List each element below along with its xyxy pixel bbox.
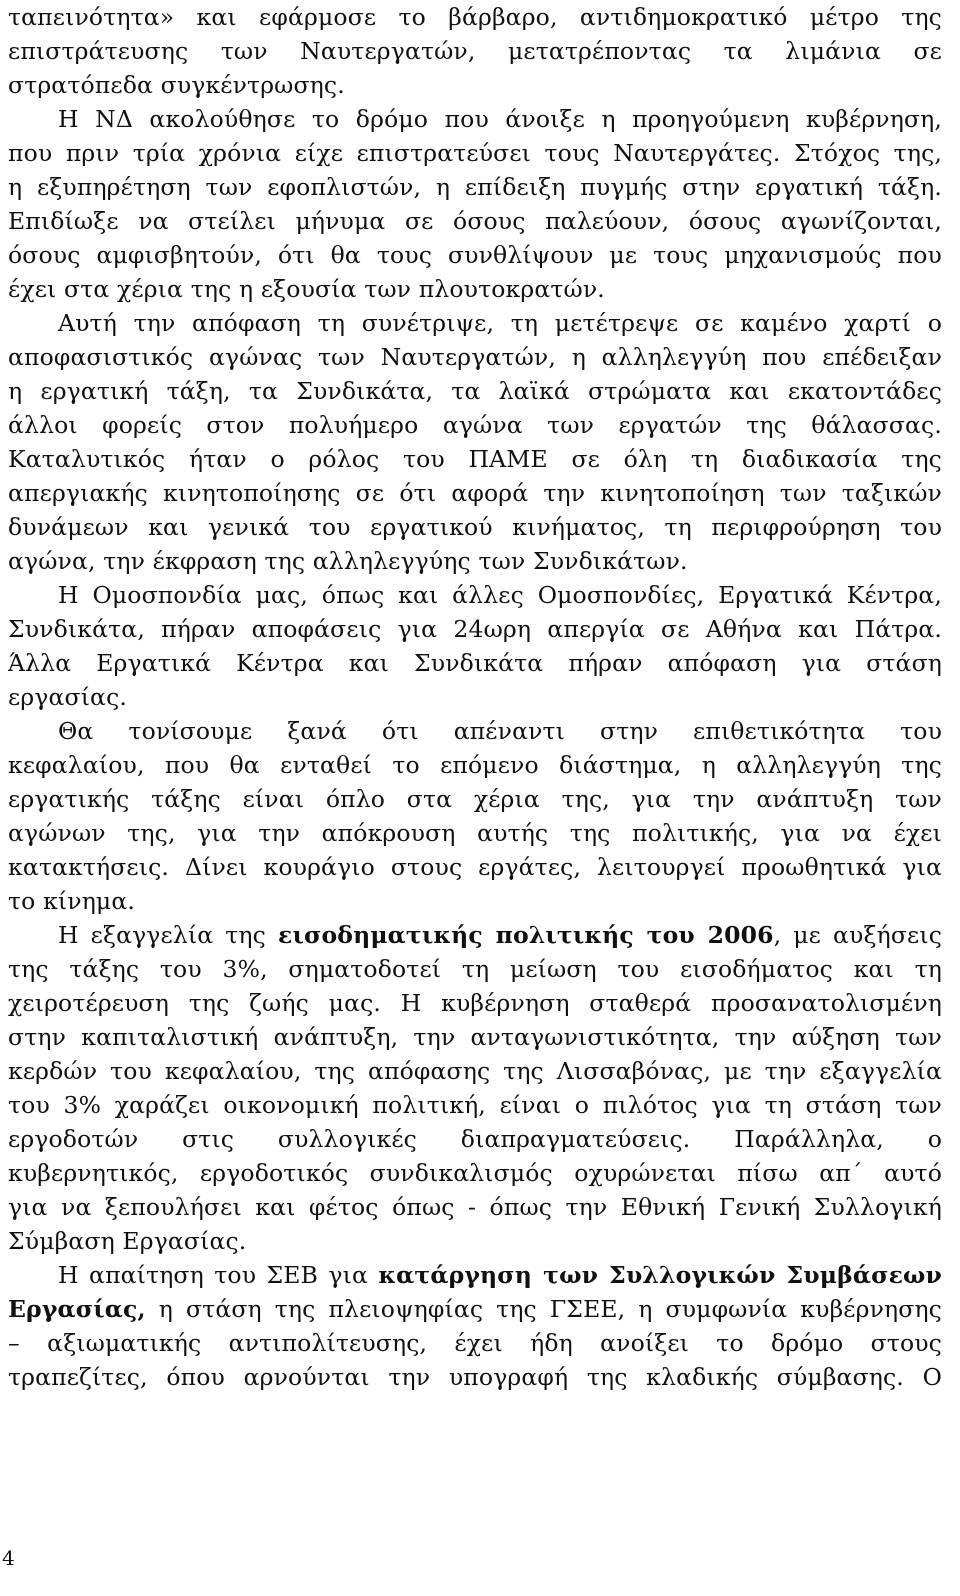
text-line: όσους αμφισβητούν, ότι θα τους συνθλίψουν με τους μηχανισμούς που [8,241,942,269]
text-line: Συνδικάτα, πήραν αποφάσεις για 24ωρη απεργία σε Αθήνα και Πάτρα. [8,615,942,643]
text-line: κεφαλαίου, που θα ενταθεί το επόμενο διάστημα, η αλληλεγγύη της [8,751,942,779]
text-line: στην καπιταλιστική ανάπτυξη, την ανταγωνιστικότητα, την αύξηση των [8,1023,942,1051]
text-line: κερδών του κεφαλαίου, της απόφασης της Λισσαβόνας, με την εξαγγελία [8,1057,942,1085]
bold-phrase: Εργασίας, [8,1295,146,1323]
text-line: για να ξεπουλήσει και φέτος όπως - όπως την Εθνική Γενική Συλλογική [8,1193,942,1221]
text-line [8,1292,942,1326]
text-line: κυβερνητικός, εργοδοτικός συνδικαλισμός οχυρώνεται πίσω απ΄ αυτό [8,1159,942,1187]
text-line: της τάξης του 3%, σηματοδοτεί τη μείωση του εισοδήματος και τη [8,955,942,983]
paragraph-5 [8,714,942,918]
text-line: εργοδοτών στις συλλογικές διαπραγματεύσεις. Παράλληλα, ο [8,1125,942,1153]
text-line: ταπεινότητα» και εφάρμοσε το βάρβαρο, αντιδημοκρατικό μέτρο της [8,3,942,31]
text-line: – αξιωματικής αντιπολίτευσης, έχει ήδη ανοίξει το δρόμο στους [8,1329,942,1357]
text-line [8,1258,942,1292]
page-number: 4 [2,1546,15,1570]
paragraph-4 [8,578,942,714]
paragraph-7 [8,1258,942,1394]
text-line: Η Ομοσπονδία μας, όπως και άλλες Ομοσπονδίες, Εργατικά Κέντρα, [58,581,942,609]
text-line: αγώνα, την έκφραση της αλληλεγγύης των Συνδικάτων. [8,547,688,575]
text-line: στρατόπεδα συγκέντρωσης. [8,71,345,99]
text-line: εργασίας. [8,683,128,711]
paragraph-3 [8,306,942,578]
text-run: Η εξαγγελία της [58,921,266,949]
text-line: εργατικής τάξης είναι όπλο στα χέρια της, για την ανάπτυξη των [8,785,942,813]
text-line: επιστράτευσης των Ναυτεργατών, μετατρέποντας τα λιμάνια σε [8,37,942,65]
text-line: Άλλα Εργατικά Κέντρα και Συνδικάτα πήραν απόφαση για στάση [8,649,942,677]
text-line: κατακτήσεις. Δίνει κουράγιο στους εργάτες, λειτουργεί προωθητικά για [8,853,942,881]
text-run: Η απαίτηση του ΣΕΒ για [58,1261,369,1289]
bold-phrase: κατάργηση των Συλλογικών Συμβάσεων [378,1261,942,1289]
text-line: άλλοι φορείς στον πολυήμερο αγώνα των εργατών της θάλασσας. [8,411,942,439]
paragraph-1 [8,0,942,102]
text-line: Καταλυτικός ήταν ο ρόλος του ΠΑΜΕ σε όλη τη διαδικασία της [8,445,942,473]
text-line: Αυτή την απόφαση τη συνέτριψε, τη μετέτρεψε σε καμένο χαρτί ο [58,309,942,337]
text-line: αγώνων της, για την απόκρουση αυτής της πολιτικής, για να έχει [8,819,942,847]
text-line: απεργιακής κινητοποίησης σε ότι αφορά την κινητοποίηση των ταξικών [8,479,942,507]
paragraph-6 [8,918,942,1258]
text-line: τραπεζίτες, όπου αρνούνται την υπογραφή της κλαδικής σύμβασης. Ο [8,1363,942,1391]
text-run: , με αυξήσεις [773,921,942,949]
text-line: έχει στα χέρια της η εξουσία των πλουτοκρατών. [8,275,605,303]
text-line [8,918,942,952]
text-line: αποφασιστικός αγώνας των Ναυτεργατών, η αλληλεγγύη που επέδειξαν [8,343,942,371]
text-line: η εξυπηρέτηση των εφοπλιστών, η επίδειξη πυγμής στην εργατική τάξη. [8,173,942,201]
paragraph-2 [8,102,942,306]
text-line: του 3% χαράζει οικονομική πολιτική, είναι ο πιλότος για τη στάση των [8,1091,942,1119]
text-line: η εργατική τάξη, τα Συνδικάτα, τα λαϊκά στρώματα και εκατοντάδες [8,377,942,405]
text-line: το κίνημα. [8,887,135,915]
text-line: Η ΝΔ ακολούθησε το δρόμο που άνοιξε η προηγούμενη κυβέρνηση, [58,105,942,133]
text-line: Επιδίωξε να στείλει μήνυμα σε όσους παλεύουν, όσους αγωνίζονται, [8,207,942,235]
text-line: Θα τονίσουμε ξανά ότι απέναντι στην επιθετικότητα του [58,717,942,745]
text-run: η στάση της πλειοψηφίας της ΓΣΕΕ, η συμφωνία κυβέρνησης [145,1295,942,1323]
text-line: που πριν τρία χρόνια είχε επιστρατεύσει τους Ναυτεργάτες. Στόχος της, [8,139,942,167]
bold-phrase: εισοδηματικής πολιτικής του 2006 [278,921,774,949]
text-line: χειροτέρευση της ζωής μας. Η κυβέρνηση σταθερά προσανατολισμένη [8,989,942,1017]
document-page [8,0,942,1394]
text-line: Σύμβαση Εργασίας. [8,1227,247,1255]
text-line: δυνάμεων και γενικά του εργατικού κινήματος, τη περιφρούρηση του [8,513,942,541]
